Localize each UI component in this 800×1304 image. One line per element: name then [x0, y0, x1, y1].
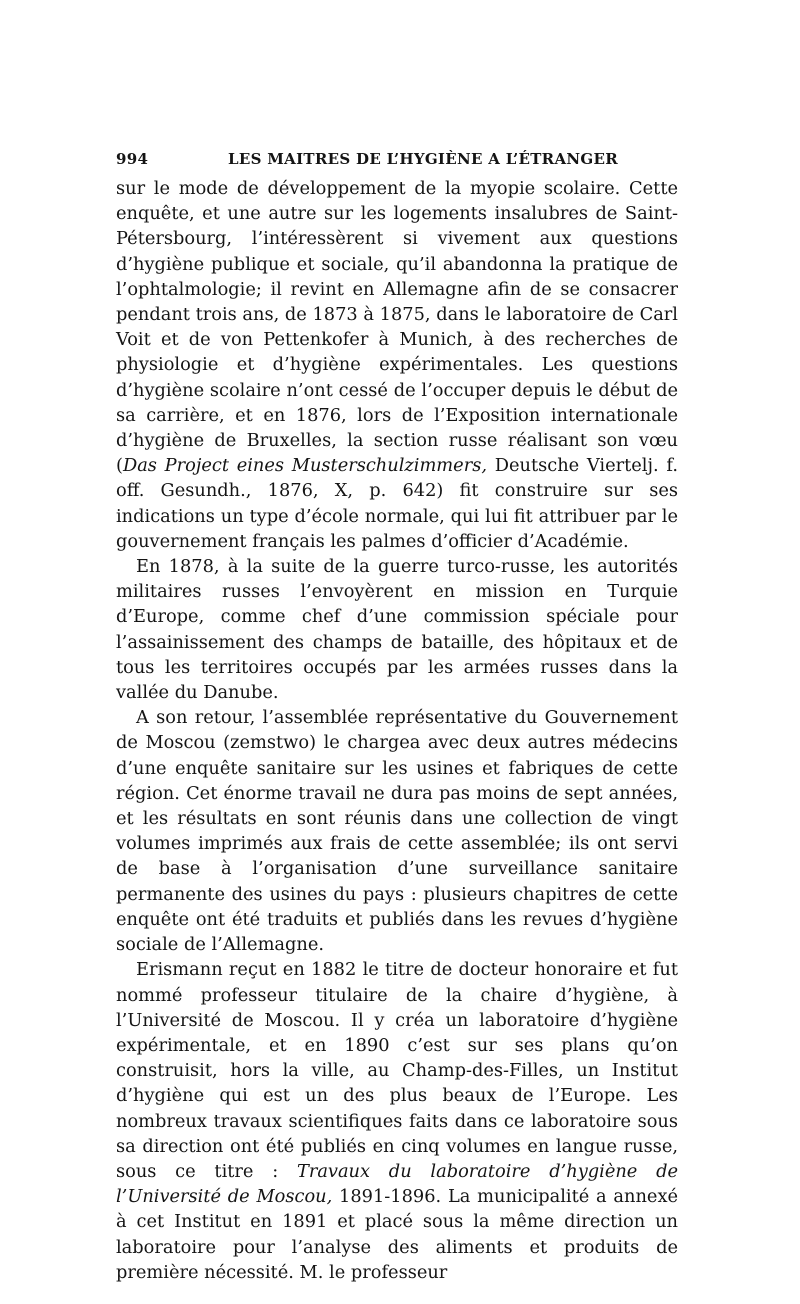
- paragraph-2-text: En 1878, à la suite de la guerre turco-russe, les autorités militaires russes l’envoyèrent en mission en Turquie d’Europe, comme chef d’une commission spéciale pour l’assainissement des champs de bataille, des hôpitaux et de tous les territoires occupés par les armées russes dans la vallée du Danube.: [116, 556, 678, 704]
- paragraph-2: [116, 554, 678, 705]
- paragraph-3-text: A son retour, l’assemblée représentative du Gouvernement de Moscou (zemstwo) le chargea avec deux autres médecins d’une enquête sanitaire sur les usines et fabriques de cette région. Cet énorme travail ne dura pas moins de sept années, et les résultats en sont réunis dans une collection de vingt volumes imprimés aux frais de cette assemblée; ils ont servi de base à l’organisation d’une surveillance sanitaire permanente des usines du pays : plusieurs chapitres de cette enquête ont été traduits et publiés dans les revues d’hygiène sociale de l’Allemagne.: [116, 707, 678, 956]
- page-number: 994: [116, 150, 149, 168]
- running-title: LES MAITRES DE L’HYGIÈNE A L’ÉTRANGER: [228, 150, 619, 168]
- paragraph-1-text-b: Deutsche Viertelj. f. off. Gesundh., 1876, X, p. 642) fit construire sur ses indications un type d’école normale, qui lui fit attribuer par le gouvernement français les palmes d’officier d’Académie.: [116, 455, 679, 552]
- running-head: [116, 150, 678, 176]
- paragraph-3: [116, 705, 678, 957]
- paragraph-1-citation-title: Das Project eines Musterschulzimmers,: [122, 455, 487, 477]
- paragraph-4-text-a: Erismann reçut en 1882 le titre de docteur honoraire et fut nommé professeur titulaire de la chaire d’hygiène, à l’Université de Moscou. Il y créa un laboratoire d’hygiène expérimentale, et en 1890 c’est sur ses plans qu’on construisit, hors la ville, au Champ-des-Filles, un Institut d’hygiène qui est un des plus beaux de l’Europe. Les nombreux travaux scientifiques faits dans ce laboratoire sous sa direction ont été publiés en cinq volumes en langue russe, sous ce titre :: [116, 959, 678, 1182]
- paragraph-4: [116, 957, 678, 1285]
- paragraph-4-text-b: 1891-1896. La municipalité a annexé à cet Institut en 1891 et placé sous la même direction un laboratoire pour l’analyse des aliments et produits de première nécessité. M. le professeur: [116, 1186, 678, 1283]
- paragraph-1: [116, 176, 678, 554]
- paragraph-1-text-a: sur le mode de développement de la myopie scolaire. Cette enquête, et une autre sur les logements insalubres de Saint-Pétersbourg, l’intéressèrent si vivement aux questions d’hygiène publique et sociale, qu’il abandonna la pratique de l’ophtalmologie; il revint en Allemagne afin de se consacrer pendant trois ans, de 1873 à 1875, dans le laboratoire de Carl Voit et de von Pettenkofer à Munich, à des recherches de physiologie et d’hygiène expérimentales. Les questions d’hygiène scolaire n’ont cessé de l’occuper depuis le début de sa carrière, et en 1876, lors de l’Exposition internationale d’hygiène de Bruxelles, la section russe réalisant son vœu (: [116, 178, 678, 477]
- body-text: [116, 176, 678, 1285]
- book-page: [116, 150, 678, 1285]
- paragraph-4-publication-title: Travaux du laboratoire d’hygiène de l’Université de Moscou,: [116, 1160, 678, 1208]
